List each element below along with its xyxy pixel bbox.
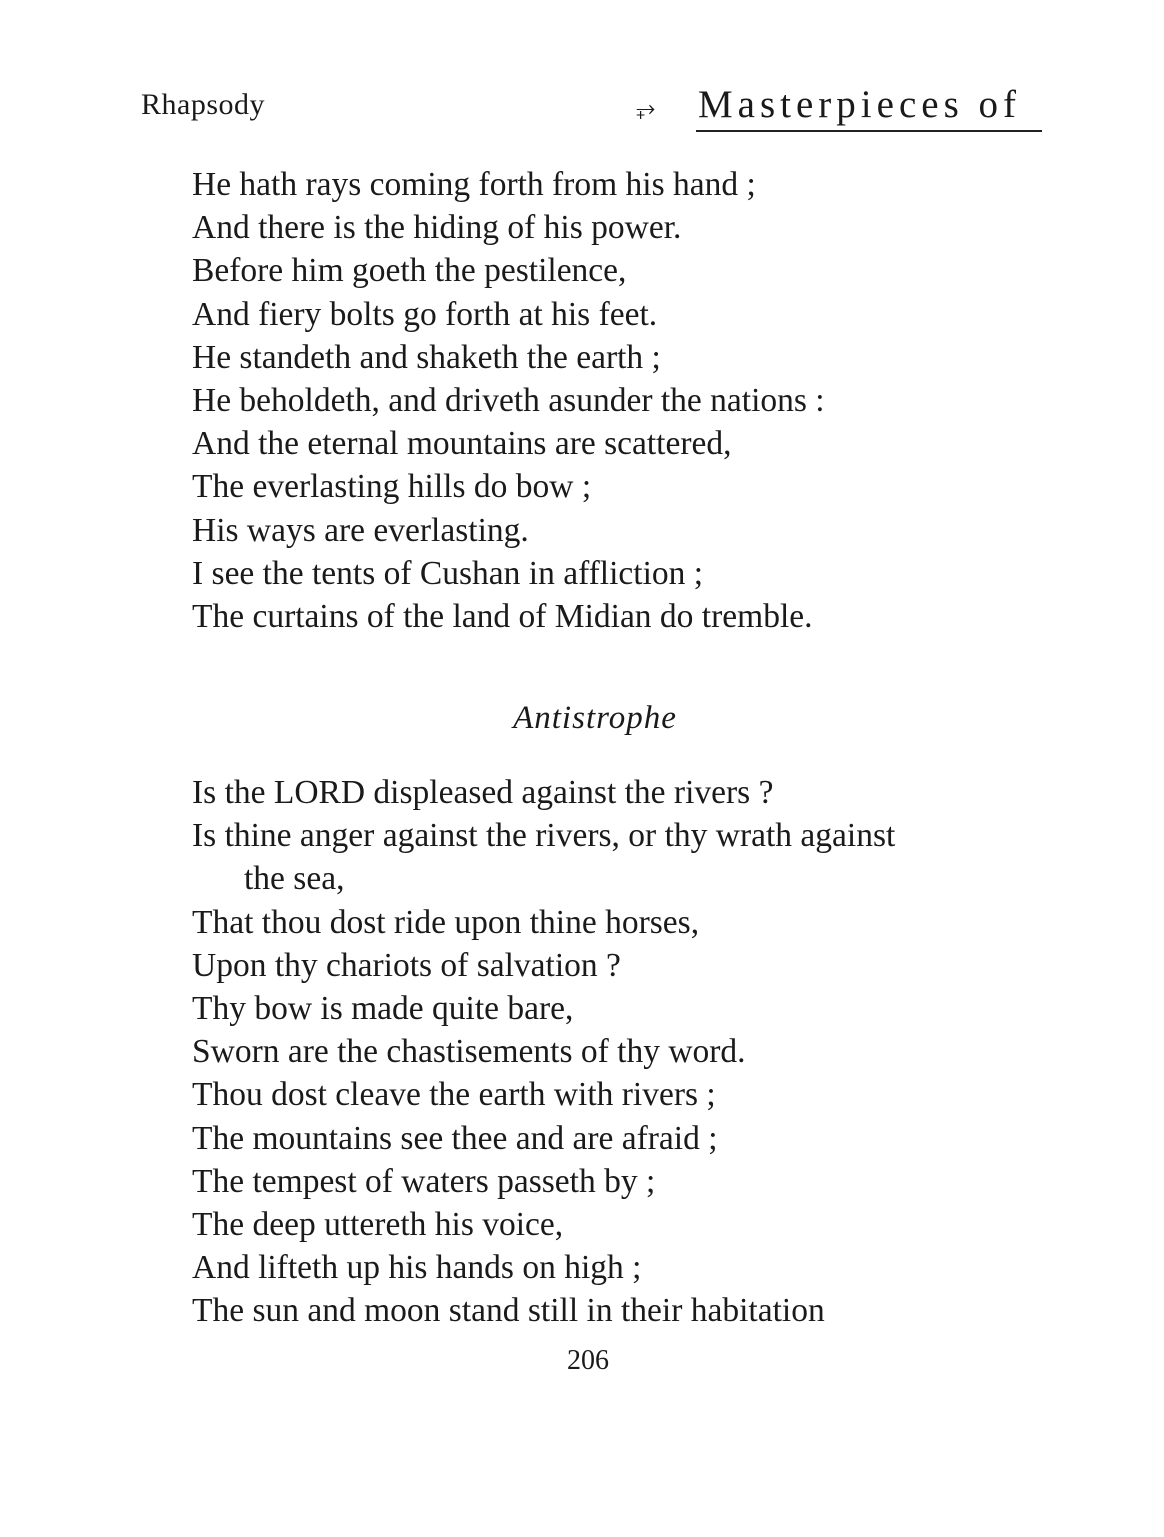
verse-line: And fiery bolts go forth at his feet. bbox=[192, 295, 658, 333]
verse-line: The deep uttereth his voice, bbox=[192, 1205, 564, 1243]
verse-line: Thy bow is made quite bare, bbox=[192, 989, 574, 1027]
verse-line: The sun and moon stand still in their habitation bbox=[192, 1292, 825, 1330]
verse-line-continuation: the sea, bbox=[244, 860, 345, 898]
verse-line: Upon thy chariots of salvation ? bbox=[192, 946, 621, 984]
verse-line: Sworn are the chastisements of thy word. bbox=[192, 1033, 746, 1071]
verse-line: Before him goeth the pestilence, bbox=[192, 252, 627, 290]
verse-line: The tempest of waters passeth by ; bbox=[192, 1162, 656, 1200]
verse-line: The everlasting hills do bow ; bbox=[192, 468, 592, 506]
running-head-left: Rhapsody bbox=[141, 88, 265, 121]
ornament-icon: ⥅ bbox=[636, 94, 656, 122]
section-heading: Antistrophe bbox=[513, 700, 677, 736]
verse-line: He hath rays coming forth from his hand ; bbox=[192, 166, 756, 203]
verse-line: Is the LORD displeased against the rivers ? bbox=[192, 774, 774, 811]
stanza-2 bbox=[192, 771, 895, 1332]
page-number: 206 bbox=[567, 1345, 609, 1376]
verse-line: He standeth and shaketh the earth ; bbox=[192, 338, 661, 376]
running-head-title: Masterpieces of bbox=[698, 83, 1021, 126]
running-head-right bbox=[636, 80, 1046, 132]
header-rule bbox=[696, 130, 1042, 132]
verse-line: And lifteth up his hands on high ; bbox=[192, 1249, 642, 1287]
verse-line: Is thine anger against the rivers, or thy wrath against bbox=[192, 817, 896, 855]
stanza-1 bbox=[192, 163, 825, 638]
verse-line: And there is the hiding of his power. bbox=[192, 209, 682, 247]
verse-line: The curtains of the land of Midian do tremble. bbox=[192, 597, 813, 635]
verse-line: I see the tents of Cushan in affliction ; bbox=[192, 554, 704, 592]
verse-line: That thou dost ride upon thine horses, bbox=[192, 903, 700, 941]
verse-line: Thou dost cleave the earth with rivers ; bbox=[192, 1076, 716, 1114]
verse-line: His ways are everlasting. bbox=[192, 511, 529, 549]
verse-line: The mountains see thee and are afraid ; bbox=[192, 1119, 718, 1157]
verse-line: And the eternal mountains are scattered, bbox=[192, 425, 732, 463]
verse-line: He beholdeth, and driveth asunder the nations : bbox=[192, 381, 825, 419]
